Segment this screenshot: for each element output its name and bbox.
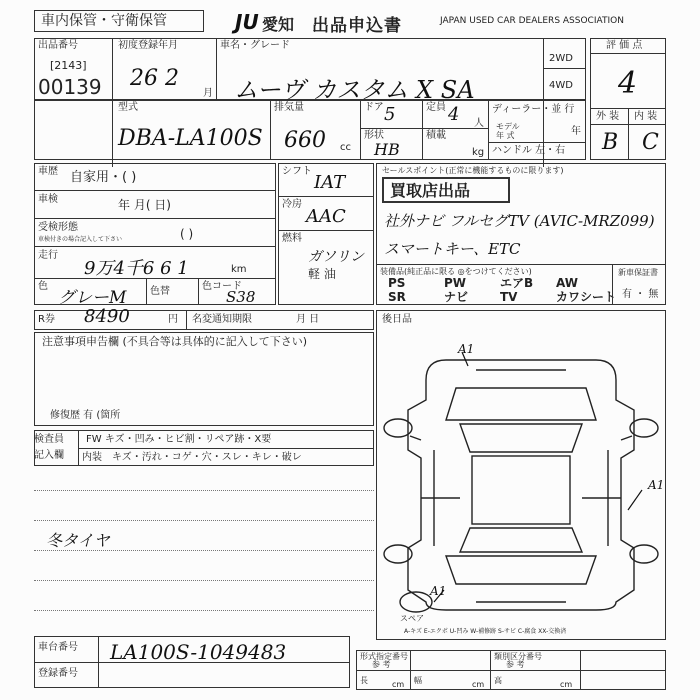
mileage-label: 走行 bbox=[38, 250, 58, 261]
inspector-label-2: 記入欄 bbox=[34, 450, 64, 461]
form-title: 出品申込書 bbox=[312, 16, 402, 36]
equip-item: AW bbox=[556, 276, 578, 290]
mark-right-line bbox=[628, 490, 642, 510]
drive-4wd: 4WD bbox=[549, 80, 573, 91]
damage-mark-right: A1 bbox=[648, 478, 665, 492]
mileage-value: 9万4千6 6 1 bbox=[84, 258, 189, 279]
reg-number-label: 登録番号 bbox=[38, 668, 78, 679]
model-year-label: モデル bbox=[496, 122, 520, 131]
sales-line-1: 社外ナビ フルセグTV (AVIC-MRZ099) bbox=[384, 212, 655, 230]
trunk bbox=[446, 556, 596, 584]
equip-item: SR bbox=[388, 290, 406, 304]
interior-label: 内 装 bbox=[634, 111, 658, 122]
fw-line: FW キズ・凹み・ヒビ割・リペア跡・X要 bbox=[86, 434, 272, 445]
storage-box bbox=[34, 10, 204, 32]
lot-number: 00139 bbox=[38, 75, 102, 99]
ac-label: 冷房 bbox=[282, 199, 302, 210]
name-change-value: 月 日 bbox=[296, 314, 320, 325]
length-unit: cm bbox=[392, 680, 405, 689]
spare-label: スペア bbox=[400, 614, 424, 623]
storage-title: 車内保管・守衛保管 bbox=[41, 13, 167, 29]
color-code-label: 色コード bbox=[202, 281, 242, 292]
height-unit: cm bbox=[560, 680, 573, 689]
accept-sub: 車検付きの場合記入して下さい bbox=[38, 236, 123, 243]
form-number-label: 形式指定番号 bbox=[360, 652, 408, 661]
year-unit: 年 bbox=[571, 126, 581, 137]
equip-item: ナビ bbox=[444, 290, 469, 304]
shift-label: シフト bbox=[282, 166, 312, 177]
class-number-label: 類別区分番号 bbox=[494, 652, 542, 661]
interior-value: C bbox=[642, 130, 659, 155]
accept-label: 受検形態 bbox=[38, 222, 78, 233]
interior-inspect-line: キズ・汚れ・コゲ・穴・スレ・キレ・破レ bbox=[112, 452, 302, 463]
exterior-label: 外 装 bbox=[596, 111, 620, 122]
warranty-value: 有 ・ 無 bbox=[622, 289, 659, 300]
warranty-label: 新車保証書 bbox=[618, 268, 658, 277]
recycle-unit: 円 bbox=[168, 314, 178, 325]
equip-item: カワシート bbox=[556, 290, 617, 304]
color-code-value: S38 bbox=[226, 288, 256, 306]
interior-inspect-label: 内装 bbox=[82, 452, 102, 463]
displacement-label: 排気量 bbox=[274, 102, 304, 113]
equip-item: PS bbox=[388, 276, 406, 290]
recycle-value: 8490 bbox=[84, 306, 130, 327]
chassis-label: 車台番号 bbox=[38, 642, 78, 653]
sales-label: セールスポイント(正常に機能するものに限ります) bbox=[382, 166, 564, 175]
buyer-box bbox=[382, 177, 510, 203]
shape-label: 形状 bbox=[364, 130, 384, 141]
exterior-value: B bbox=[602, 130, 619, 155]
class-number-sub: 参 考 bbox=[506, 660, 525, 669]
dealer-label: ディーラー・並 行 bbox=[492, 104, 575, 115]
displacement-value: 660 bbox=[284, 128, 326, 153]
rear-window bbox=[460, 528, 582, 552]
accept-value: ( ) bbox=[180, 227, 194, 241]
ju-logo: JU bbox=[235, 10, 259, 34]
handle-label: ハンドル 左・右 bbox=[492, 145, 566, 156]
windshield bbox=[460, 424, 582, 452]
fuel-value: ガソリン bbox=[308, 249, 364, 265]
load-label: 積載 bbox=[426, 130, 446, 141]
repair-history: 修復歴 有 (箇所 bbox=[50, 410, 121, 421]
name-change-label: 名変通知期限 bbox=[192, 314, 252, 325]
width-unit: cm bbox=[472, 680, 485, 689]
model-value: DBA-LA100S bbox=[118, 126, 263, 151]
color-value: グレーM bbox=[58, 288, 127, 308]
displacement-unit: cc bbox=[340, 142, 351, 153]
association-name: JAPAN USED CAR DEALERS ASSOCIATION bbox=[440, 16, 624, 26]
history-value: 自家用・( ) bbox=[70, 170, 137, 185]
capacity-unit: 人 bbox=[474, 118, 484, 129]
lot-sub: [2143] bbox=[50, 59, 87, 72]
inspection-value: 年 月( 日) bbox=[118, 198, 171, 212]
inspector-comment: 冬タイヤ bbox=[46, 531, 110, 550]
hood bbox=[446, 388, 596, 420]
damage-mark-rear: A1 bbox=[430, 584, 447, 598]
capacity-value: 4 bbox=[448, 104, 460, 125]
first-reg-month: 月 bbox=[203, 88, 213, 99]
roof bbox=[472, 456, 570, 524]
equip-item: エアB bbox=[500, 276, 534, 290]
ac-value: AAC bbox=[306, 206, 346, 227]
first-reg-label: 初度登録年月 bbox=[118, 40, 178, 51]
height-label: 高 bbox=[494, 676, 502, 685]
length-label: 長 bbox=[360, 676, 368, 685]
brand-aichi: 愛知 bbox=[262, 15, 295, 34]
notes-label: 注意事項申告欄 (不具合等は具体的に記入して下さい) bbox=[42, 335, 308, 348]
damage-legend: A-キズ E-エクボ U-凹み W-補修跡 S-サビ C-腐食 XX-交換済 bbox=[404, 628, 567, 635]
car-diagram bbox=[376, 340, 666, 630]
car-name-value: ムーヴ カスタム X SA bbox=[234, 76, 475, 104]
buyer-label: 買取店出品 bbox=[390, 181, 471, 200]
shape-value: HB bbox=[374, 140, 400, 159]
fuel-label: 燃料 bbox=[282, 233, 302, 244]
car-name-label: 車名・グレード bbox=[220, 40, 290, 51]
equip-item: TV bbox=[500, 290, 518, 304]
capacity-label: 定員 bbox=[426, 102, 446, 113]
recycle-label: R券 bbox=[38, 314, 55, 325]
color-label: 色 bbox=[38, 281, 48, 292]
load-unit: kg bbox=[472, 147, 485, 158]
score-label: 評 価 点 bbox=[606, 40, 643, 51]
mileage-unit: km bbox=[231, 264, 247, 275]
after-label: 後日品 bbox=[382, 314, 412, 325]
fuel-value-2: 軽 油 bbox=[308, 267, 336, 281]
color-change-label: 色替 bbox=[150, 286, 170, 297]
lot-label: 出品番号 bbox=[38, 40, 78, 51]
car-body-outline bbox=[408, 360, 634, 610]
inspector-label-1: 検査員 bbox=[34, 434, 64, 445]
chassis-value: LA100S-1049483 bbox=[110, 640, 287, 664]
door-label: ドア bbox=[364, 102, 384, 113]
equip-label: 装備品(純正品に限る ◎をつけてください) bbox=[380, 267, 532, 276]
shift-value: IAT bbox=[314, 172, 346, 193]
width-label: 幅 bbox=[414, 676, 422, 685]
form-number-sub: 参 考 bbox=[372, 660, 391, 669]
drive-2wd: 2WD bbox=[549, 53, 573, 64]
history-label: 車歴 bbox=[38, 166, 58, 177]
door-value: 5 bbox=[384, 104, 396, 125]
model-year-label2: 年 式 bbox=[496, 131, 515, 140]
mirrors bbox=[410, 436, 632, 440]
model-label: 型式 bbox=[118, 102, 138, 113]
first-reg-value: 26 2 bbox=[130, 66, 179, 91]
damage-mark-front: A1 bbox=[458, 342, 475, 356]
equip-item: PW bbox=[444, 276, 467, 290]
score-value: 4 bbox=[618, 66, 638, 101]
inspection-label: 車検 bbox=[38, 194, 58, 205]
sales-line-2: スマートキー、ETC bbox=[384, 240, 521, 258]
